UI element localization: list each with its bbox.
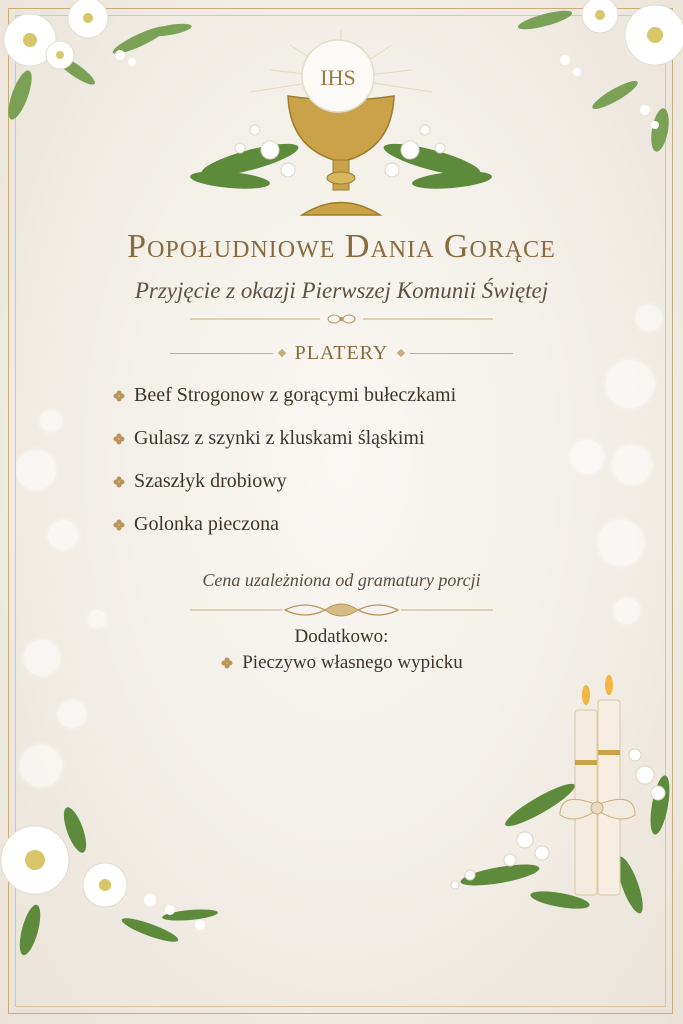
scroll-divider-icon xyxy=(190,600,493,620)
list-item xyxy=(112,374,582,417)
menu-item-label: Golonka pieczona xyxy=(134,513,279,535)
list-item xyxy=(112,460,582,503)
section-rule-left xyxy=(170,353,273,354)
menu-item-label: Szaszłyk drobiowy xyxy=(134,470,287,492)
white-flower-icon xyxy=(505,0,683,170)
section-diamond-left xyxy=(277,349,285,357)
extras-title: Dodatkowo: xyxy=(294,626,389,647)
clover-bullet-icon xyxy=(112,518,126,532)
menu-item-label: Beef Strogonow z gorącymi bułeczkami xyxy=(134,384,457,406)
list-item xyxy=(0,652,683,674)
menu-item-label: Gulasz z szynki z kluskami śląskimi xyxy=(134,427,425,449)
menu-list xyxy=(112,374,582,546)
chalice-icon xyxy=(170,30,513,225)
clover-bullet-icon xyxy=(112,475,126,489)
candle-icon xyxy=(430,675,683,925)
page-subtitle: Przyjęcie z okazji Pierwszej Komunii Świętej xyxy=(134,278,549,303)
extras-item-label: Pieczywo własnego wypicku xyxy=(242,652,463,673)
host-monogram: IHS xyxy=(320,65,356,90)
clover-bullet-icon xyxy=(112,389,126,403)
section-diamond-right xyxy=(397,349,405,357)
list-item xyxy=(112,503,582,546)
section-header xyxy=(170,338,513,368)
clover-bullet-icon xyxy=(220,656,234,670)
section-title: PLATERY xyxy=(294,341,389,364)
section-rule-right xyxy=(410,353,513,354)
clover-bullet-icon xyxy=(112,432,126,446)
page-title: Popołudniowe Dania Gorące xyxy=(127,228,556,265)
white-flower-icon xyxy=(0,800,230,970)
price-note: Cena uzależniona od gramatury porcji xyxy=(202,570,481,590)
list-item xyxy=(112,417,582,460)
scroll-divider-icon xyxy=(190,310,493,328)
